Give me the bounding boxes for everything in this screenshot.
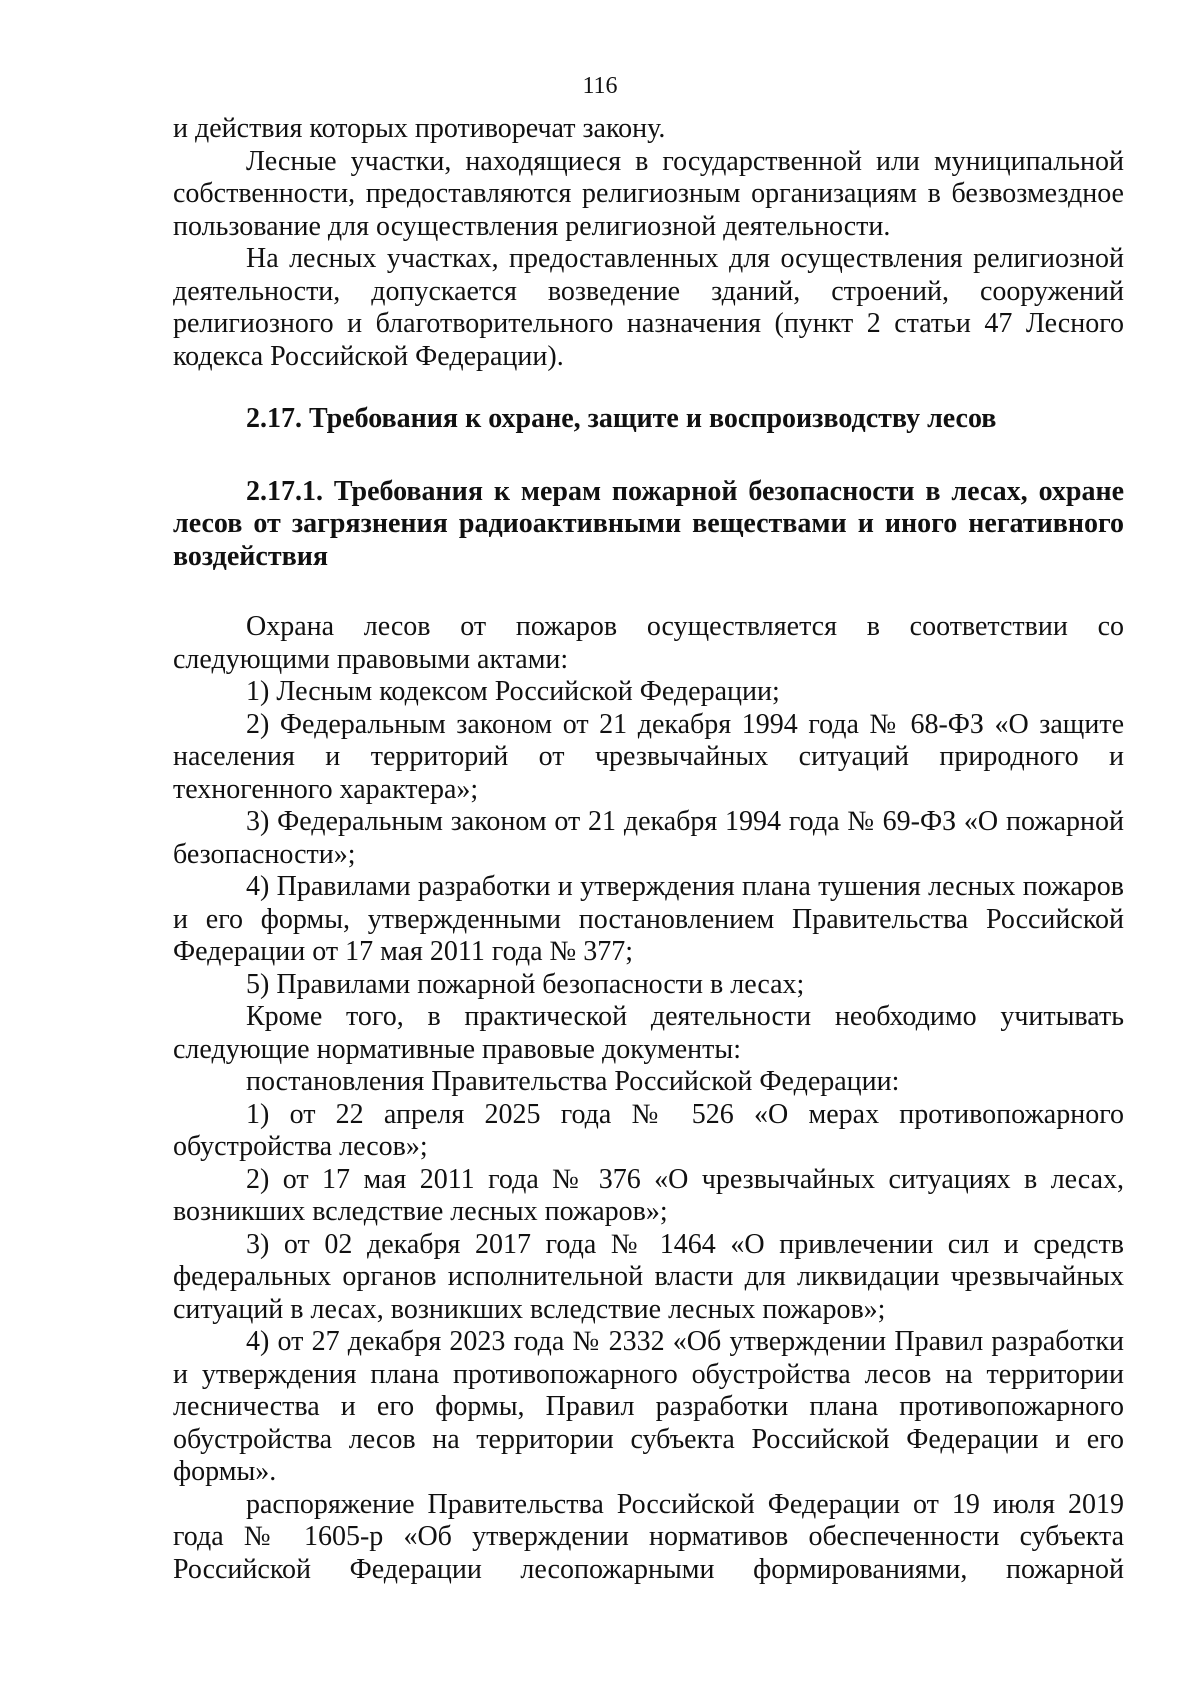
list-item: 1) Лесным кодексом Российской Федерации; xyxy=(246,676,780,707)
list-item: 4) от 27 декабря 2023 года № 2332 «Об утверждении Правил разработки и утверждения плана противопожарного обустройства лесов на территории лесничества и его формы, Правил разработки плана противопожарного обустройства лесов на территории субъекта Российской Федерации и его формы». xyxy=(173,1326,1124,1487)
section-heading: 2.17. Требования к охране, защите и воспроизводству лесов xyxy=(246,403,997,434)
document-body xyxy=(173,113,1124,1586)
page-number: 116 xyxy=(582,73,618,99)
subsection-heading: 2.17.1. Требования к мерам пожарной безопасности в лесах, охране лесов от загрязнения радиоактивными веществами и иного негативного воздействия xyxy=(173,475,1124,572)
list-item: 5) Правилами пожарной безопасности в лесах; xyxy=(246,968,805,1000)
paragraph: постановления Правительства Российской Федерации: xyxy=(246,1066,900,1097)
paragraph: Охрана лесов от пожаров осуществляется в соответствии со следующими правовыми актами: xyxy=(173,611,1124,675)
paragraph: Кроме того, в практической деятельности необходимо учитывать следующие нормативные правовые документы: xyxy=(173,1001,1124,1065)
paragraph: и действия которых противоречат закону. xyxy=(173,113,666,144)
paragraph: Лесные участки, находящиеся в государственной или муниципальной собственности, предоставляются религиозным организациям в безвозмездное пользование для осуществления религиозной деятельности. xyxy=(173,145,1124,242)
list-item: 3) Федеральным законом от 21 декабря 1994 года № 69-ФЗ «О пожарной безопасности»; xyxy=(173,806,1124,870)
list-item: 4) Правилами разработки и утверждения плана тушения лесных пожаров и его формы, утвержденными постановлением Правительства Российской Федерации от 17 мая 2011 года № 377; xyxy=(173,871,1124,967)
list-item: 1) от 22 апреля 2025 года № 526 «О мерах противопожарного обустройства лесов»; xyxy=(173,1098,1124,1162)
list-item: 3) от 02 декабря 2017 года № 1464 «О привлечении сил и средств федеральных органов исполнительной власти для ликвидации чрезвычайных ситуаций в лесах, возникших вследствие лесных пожаров»; xyxy=(173,1228,1124,1325)
paragraph: распоряжение Правительства Российской Федерации от 19 июля 2019 года № 1605-р «Об утверждении нормативов обеспеченности субъекта Российской Федерации лесопожарными формированиями, пожарной xyxy=(173,1488,1124,1585)
list-item: 2) Федеральным законом от 21 декабря 1994 года № 68-ФЗ «О защите населения и территорий от чрезвычайных ситуаций природного и техногенного характера»; xyxy=(173,708,1124,805)
list-item: 2) от 17 мая 2011 года № 376 «О чрезвычайных ситуациях в лесах, возникших вследствие лесных пожаров»; xyxy=(173,1163,1124,1227)
paragraph: На лесных участках, предоставленных для осуществления религиозной деятельности, допускается возведение зданий, строений, сооружений религиозного и благотворительного назначения (пункт 2 статьи 47 Лесного кодекса Российской Федерации). xyxy=(173,243,1124,372)
